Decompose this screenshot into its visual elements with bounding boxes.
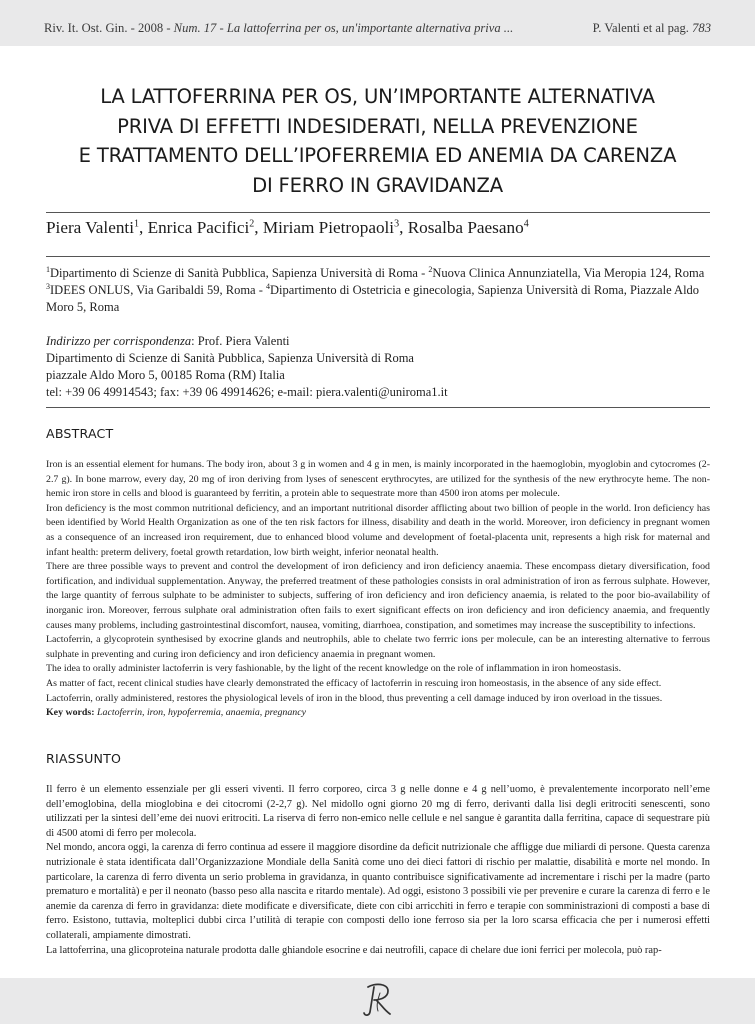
author-name: Enrica Pacifici	[147, 218, 250, 237]
affiliation-line	[46, 282, 710, 299]
abstract-paragraph: Iron is an essential element for humans. The body iron, about 3 g in women and 4 g in men, is mainly incorporated in the haemoglobin, myoglobin and cytocromes (2-2.7 g). In bone marrow, every day, 20 mg of iron deriving from lyses of senescent erythrocytes, are utilized for the synthesis of the new erythrocyte heme. The non-hemic iron store in cells and blood is guaranteed by ferritin, a protein able to sequestrate more than 4500 iron atoms per molecule.	[46, 459, 710, 500]
journal-citation: Riv. It. Ost. Gin. - 2008 -	[44, 21, 174, 35]
affiliation-text: Dipartimento di Ostetricia e ginecologia, Sapienza Università di Roma, Piazzale Aldo	[270, 283, 700, 297]
page-number: 783	[692, 21, 711, 35]
authors-rule	[46, 256, 710, 257]
author-name: Rosalba Paesano	[407, 218, 524, 237]
affiliation-mark: 2	[428, 264, 433, 274]
abstract-paragraph: Lactoferrin, a glycoprotein synthesised by exocrine glands and neutrophils, able to chelate two ferrric ions per molecule, can be an interesting alternative to ferrous sulphate in preventing and curing iron deficiency and iron deficiency anaemia in pregnant women.	[46, 634, 710, 660]
riassunto-heading: RIASSUNTO	[46, 751, 122, 766]
issue-title: Num. 17 - La lattoferrina per os, un'importante alternativa priva ...	[173, 21, 514, 35]
affiliation-line	[46, 265, 710, 282]
author-name: Miriam Pietropaoli	[262, 218, 395, 237]
author-affiliation-mark: 2	[249, 218, 255, 230]
keywords-line	[46, 706, 710, 721]
correspondence-contacts: tel: +39 06 49914543; fax: +39 06 49914626; e-mail: piera.valenti@uniroma1.it	[46, 385, 448, 399]
title-line: DI FERRO IN GRAVIDANZA	[252, 173, 503, 197]
riassunto-paragraph: La lattoferrina, una glicoproteina naturale prodotta dalle ghiandole esocrine e dai neutrofili, capace di chelare due ioni ferrici per molecola, può rap-	[46, 944, 662, 956]
correspondence-department: Dipartimento di Scienze di Sanità Pubblica, Sapienza Università di Roma	[46, 351, 414, 365]
affiliation-mark: 3	[46, 281, 50, 291]
abstract-body	[46, 458, 710, 721]
running-head	[44, 21, 513, 36]
affiliation-line: Moro 5, Roma	[46, 300, 120, 314]
abstract-paragraph: There are three possible ways to prevent and control the development of iron deficiency and iron deficiency anaemia. These encompass dietary diversification, food fortification, and individual supplementation. Anyway, the preferred treatment of these pathologies consists in oral administration of iron as ferrous sulphate. However, the large quantity of ferrous sulphate to be administer to subjects, suffering of iron deficiency and iron deficiency anaemia, is related to the poor bio-availability of inorganic iron. Moreover, ferrous sulphate oral administration often fails to exert significant effects on iron deficiency and iron deficiency anaemia, and frequently causes many problems, including gastrointestinal discomfort, nausea, vomiting, diarrhoea, constipation, and sometimes may increase the susceptibility to infections.	[46, 561, 710, 631]
correspondence-block	[46, 333, 710, 401]
correspondence-name-line	[46, 333, 710, 350]
abstract-paragraph: Lactoferrin, orally administered, restores the physiological levels of iron in the blood, thus preventing a cell damage induced by iron overload in the tissues.	[46, 692, 663, 704]
abstract-paragraph: As matter of fact, recent clinical studies have clearly demonstrated the efficacy of lactoferrin in rescuing iron homeostasis, in the absence of any side effect.	[46, 677, 662, 689]
riassunto-paragraph: Il ferro è un elemento essenziale per gli esseri viventi. Il ferro corporeo, circa 3 g nelle donne e 4 g nell’uomo, è prevalentemente incorporato nell’eme dell’emoglobina, della mioglobina e dei citocromi (2-2,7 g). Nel midollo ogni giorno 20 mg di ferro, derivanti dalla lisi degli eritrociti senescenti, sono utilizzati per la sintesi dell’eme dei nuovi eritrociti. La riserva di ferro non-emico nelle cellule e nel sangue è garantita dalla ferritina, capace di sequestrare più di 4500 atomi di ferro per molecola.	[46, 784, 710, 839]
affiliation-mark: 4	[266, 281, 271, 291]
keywords-text: Lactoferrin, iron, hypoferremia, anaemia, pregnancy	[94, 707, 307, 719]
page-ref-prefix: P. Valenti et al pag.	[592, 21, 693, 35]
title-line: E TRATTAMENTO DELL’IPOFERREMIA ED ANEMIA DA CARENZA	[78, 144, 677, 167]
correspondence-name: : Prof. Piera Valenti	[191, 334, 290, 348]
author-affiliation-mark: 3	[394, 218, 400, 230]
abstract-heading: ABSTRACT	[46, 426, 114, 441]
affiliation-text: Dipartimento di Scienze di Sanità Pubblica, Sapienza Università di Roma -	[50, 266, 429, 280]
abstract-paragraph: The idea to orally administer lactoferrin is very fashionable, by the light of the recent knowledge on the role of inflammation in iron homeostasis.	[46, 663, 622, 675]
journal-monogram-icon	[360, 979, 396, 1019]
author-list	[46, 218, 529, 238]
author-affiliation-mark: 4	[523, 218, 529, 230]
author-separator: ,	[254, 218, 263, 237]
affiliations	[46, 265, 710, 316]
title-line: LA LATTOFERRINA PER OS, UN’IMPORTANTE ALTERNATIVA	[100, 85, 655, 108]
riassunto-paragraph: Nel mondo, ancora oggi, la carenza di ferro continua ad essere il maggiore disordine da deficit nutrizionale che affligge due miliardi di persone. Questa carenza nutrizionale è stata identificata dall’Organizzazione Mondiale della Sanità come uno dei dieci fattori di rischio per malattie, disabilità e morte nel mondo. In particolare, la carenza di ferro diventa un serio problema in gravidanza, in quanto contribuisce significativamente ad incrementare i rischi per la madre (parto prematuro e mortalità) e per il neonato (basso peso alla nascita e ritardo mentale). Ad oggi, esistono 3 possibili vie per prevenire e curare la carenza di ferro e le anemie da carenza di ferro in gravidanza: diete modificate e diversificate, diete con cibi arricchiti in ferro e terapie con somministrazioni di composti a base di ferro. Esistono, tuttavia, molteplici dubbi circa l’utilità di terapie con composti dello ione ferroso sia per la loro scarsa efficacia che per i numerosi effetti collaterali, ampiamente dimostrati.	[46, 842, 710, 941]
affiliation-text: Nuova Clinica Annunziatella, Via Meropia 124, Roma	[432, 266, 705, 280]
correspondence-rule	[46, 407, 710, 408]
riassunto-body	[46, 783, 710, 958]
article-title	[40, 82, 715, 200]
affiliation-text: IDEES ONLUS, Via Garibaldi 59, Roma -	[50, 283, 267, 297]
correspondence-address: piazzale Aldo Moro 5, 00185 Roma (RM) Italia	[46, 368, 285, 382]
author-separator: ,	[399, 218, 408, 237]
keywords-label: Key words:	[46, 707, 95, 719]
author-name: Piera Valenti	[46, 218, 134, 237]
author-separator: ,	[138, 218, 148, 237]
title-rule	[46, 212, 710, 213]
page-reference	[593, 21, 711, 36]
title-line: PRIVA DI EFFETTI INDESIDERATI, NELLA PREVENZIONE	[117, 114, 638, 138]
affiliation-mark: 1	[46, 264, 50, 274]
abstract-paragraph: Iron deficiency is the most common nutritional deficiency, and an important nutritional disorder afflicting about two billion of people in the world. Iron deficiency has been identified by World Health Organization as one of the ten risk factors for illness, disability and death in the world. Moreover, iron deficiency in pregnant women as a consequence of an increased iron requirement, due to enhanced blood volume and development of foetal-placenta unit, represents a high risk for maternal and infant health: preterm delivery, foetal growth retardation, low birth weight, inferior neonatal health.	[46, 502, 710, 558]
author-affiliation-mark: 1	[133, 218, 139, 230]
correspondence-label: Indirizzo per corrispondenza	[46, 334, 192, 348]
